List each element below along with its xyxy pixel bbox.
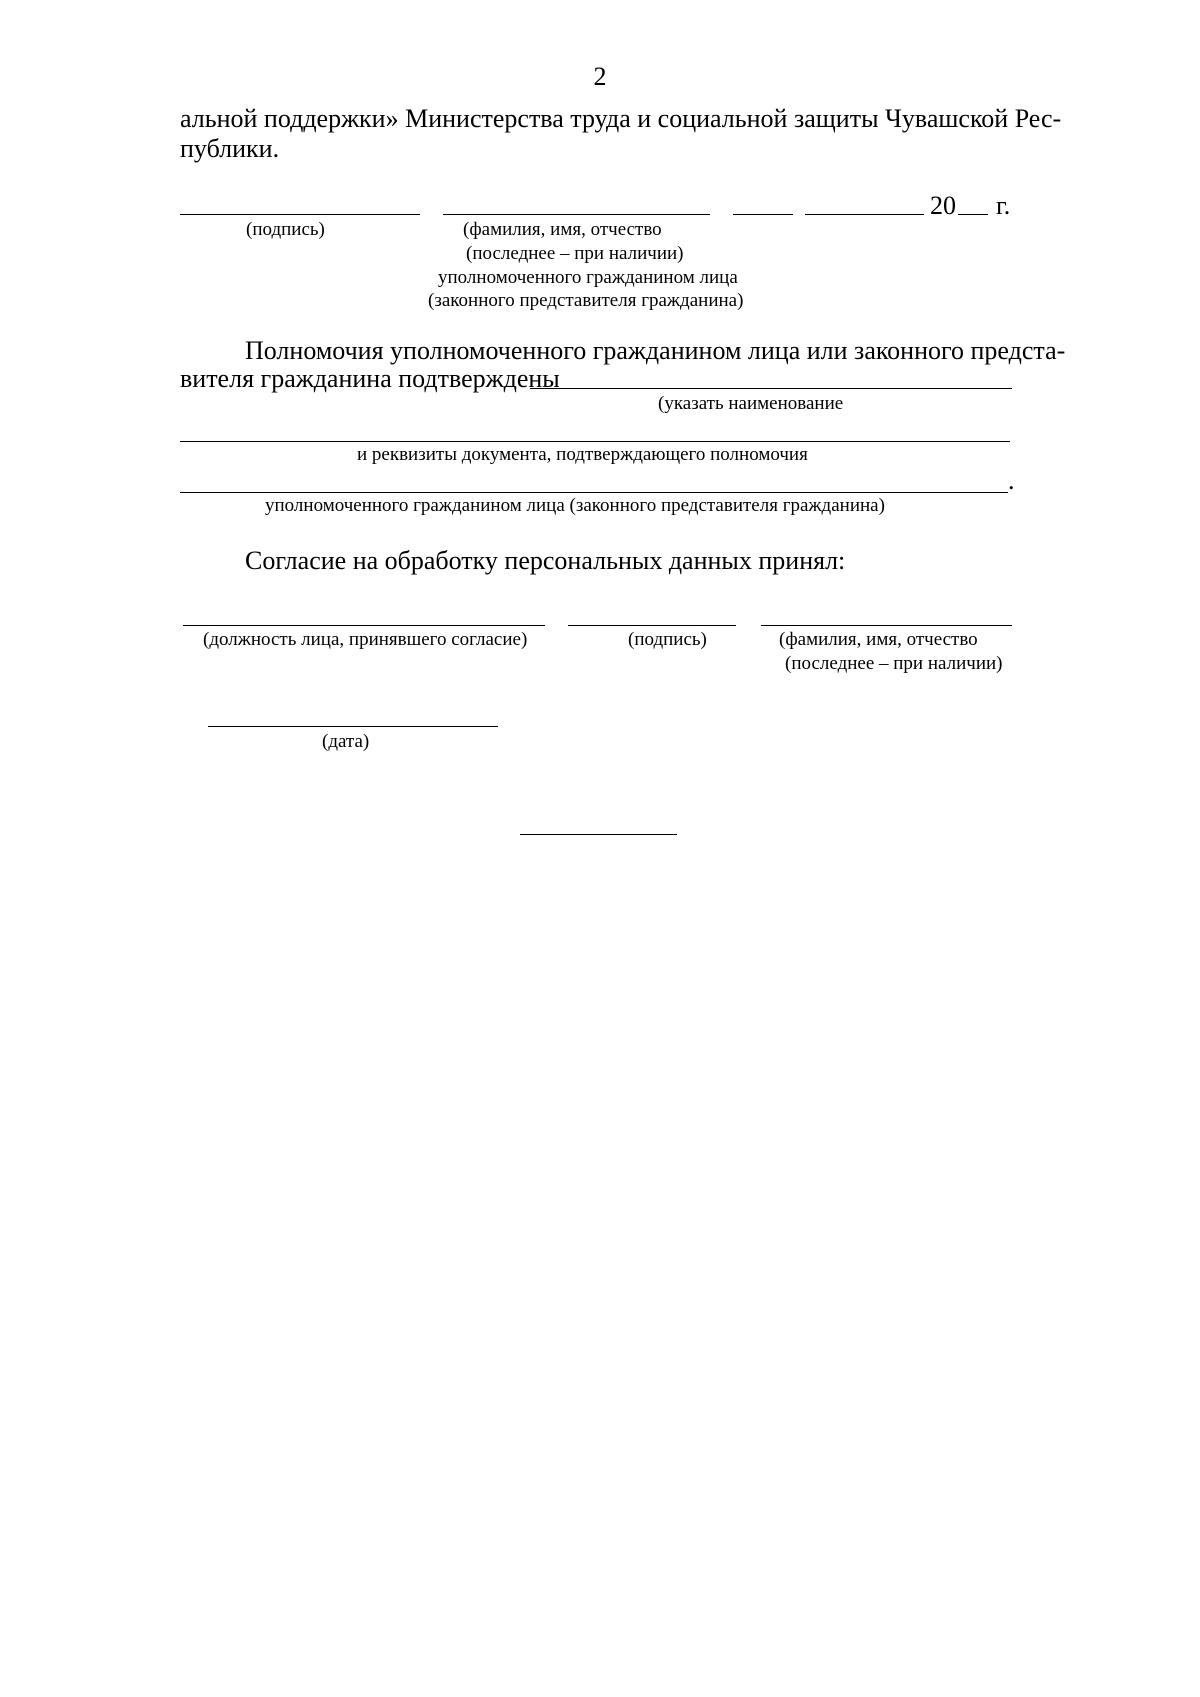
fio-line: [443, 214, 710, 215]
consent-signature-line: [568, 625, 736, 626]
fio-caption-line-4: (законного представителя гражданина): [428, 290, 744, 311]
consent-fio-line: [761, 625, 1012, 626]
position-line: [183, 625, 545, 626]
authority-line-2: вителя гражданина подтверждены: [180, 364, 560, 393]
year-line: [958, 214, 988, 215]
authority-caption-1: (указать наименование: [658, 393, 844, 414]
year-suffix: г.: [996, 191, 1011, 220]
day-line: [733, 214, 793, 215]
fio-caption-line-2: (последнее – при наличии): [466, 243, 684, 264]
authority-document-line-1: [530, 388, 1012, 389]
position-caption: (должность лица, принявшего согласие): [203, 629, 528, 650]
fio-caption-line-3: уполномоченного гражданином лица: [438, 267, 738, 288]
signature-line: [180, 214, 420, 215]
consent-signature-caption: (подпись): [628, 629, 707, 650]
date-caption: (дата): [322, 731, 370, 752]
authority-caption-3: уполномоченного гражданином лица (законного представителя гражданина): [265, 495, 885, 516]
consent-fio-caption-line-2: (последнее – при наличии): [785, 653, 1003, 674]
consent-heading: Согласие на обработку персональных данных принял:: [245, 546, 846, 575]
fio-caption-line-1: (фамилия, имя, отчество: [463, 219, 662, 240]
authority-document-line-3: [180, 492, 1008, 493]
signature-caption: (подпись): [246, 219, 325, 240]
page-number: 2: [593, 62, 607, 91]
authority-line-end: .: [1008, 466, 1015, 495]
authority-caption-2: и реквизиты документа, подтверждающего полномочия: [357, 444, 808, 465]
year-prefix: 20: [930, 191, 956, 220]
date-line: [208, 726, 498, 727]
month-line: [805, 214, 924, 215]
consent-fio-caption-line-1: (фамилия, имя, отчество: [779, 629, 978, 650]
authority-line-1: Полномочия уполномоченного гражданином лица или законного предста-: [245, 336, 1066, 365]
intro-line-2: публики.: [180, 134, 280, 163]
intro-line-1: альной поддержки» Министерства труда и социальной защиты Чувашской Рес-: [180, 104, 1062, 133]
closing-separator: [520, 834, 677, 835]
authority-document-line-2: [180, 441, 1010, 442]
